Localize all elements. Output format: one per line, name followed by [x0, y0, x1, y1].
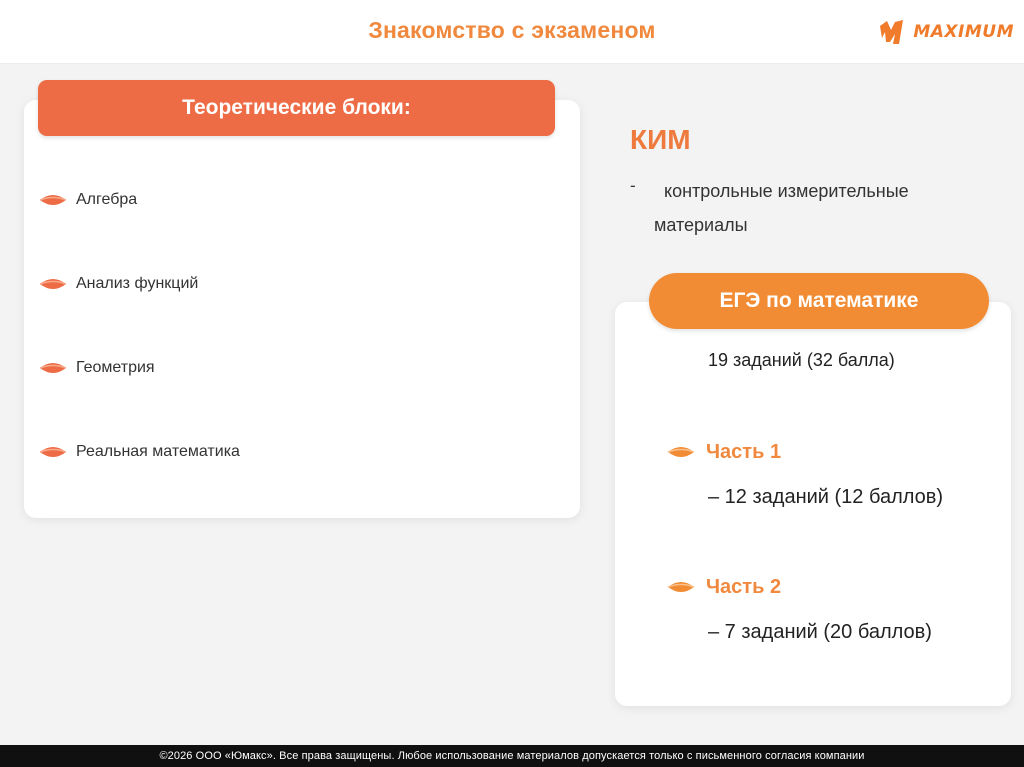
- page-title: Знакомство с экзаменом: [368, 17, 656, 43]
- theory-heading: Теоретические блоки:: [38, 80, 555, 136]
- maximum-logo-icon: [877, 16, 909, 48]
- topic-item: [38, 440, 240, 464]
- lens-bullet-icon: [38, 192, 68, 208]
- lens-bullet-icon: [38, 360, 68, 376]
- part-item: [666, 438, 781, 466]
- topic-label: Анализ функций: [76, 275, 199, 292]
- kim-description: контрольные измерительные материалы: [654, 181, 909, 235]
- topic-item: [38, 272, 198, 296]
- ege-heading: ЕГЭ по математике: [649, 273, 989, 329]
- kim-dash: -: [630, 176, 636, 195]
- lens-bullet-icon: [38, 276, 68, 292]
- lens-bullet-icon: [38, 444, 68, 460]
- topic-label: Алгебра: [76, 191, 138, 208]
- kim-title: КИМ: [630, 124, 691, 155]
- part-label: Часть 2: [706, 575, 782, 598]
- part-detail: – 12 заданий (12 баллов): [708, 486, 944, 508]
- topic-item: [38, 188, 137, 212]
- part-label: Часть 1: [706, 440, 782, 463]
- header-bar: [0, 0, 1024, 64]
- topic-label: Геометрия: [76, 359, 155, 376]
- part-detail: – 7 заданий (20 баллов): [708, 621, 932, 643]
- lens-bullet-icon: [666, 444, 696, 460]
- logo-text: MAXIMUM: [913, 22, 1014, 42]
- tasks-total: 19 заданий (32 балла): [708, 350, 895, 370]
- part-item: [666, 573, 781, 601]
- topic-label: Реальная математика: [76, 443, 240, 460]
- logo: [877, 14, 1014, 50]
- copyright-footer: ©2026 ООО «Юмакс». Все права защищены. Любое использование материалов допускается только с письменного согласия компании: [0, 745, 1024, 767]
- topic-item: [38, 356, 155, 380]
- lens-bullet-icon: [666, 579, 696, 595]
